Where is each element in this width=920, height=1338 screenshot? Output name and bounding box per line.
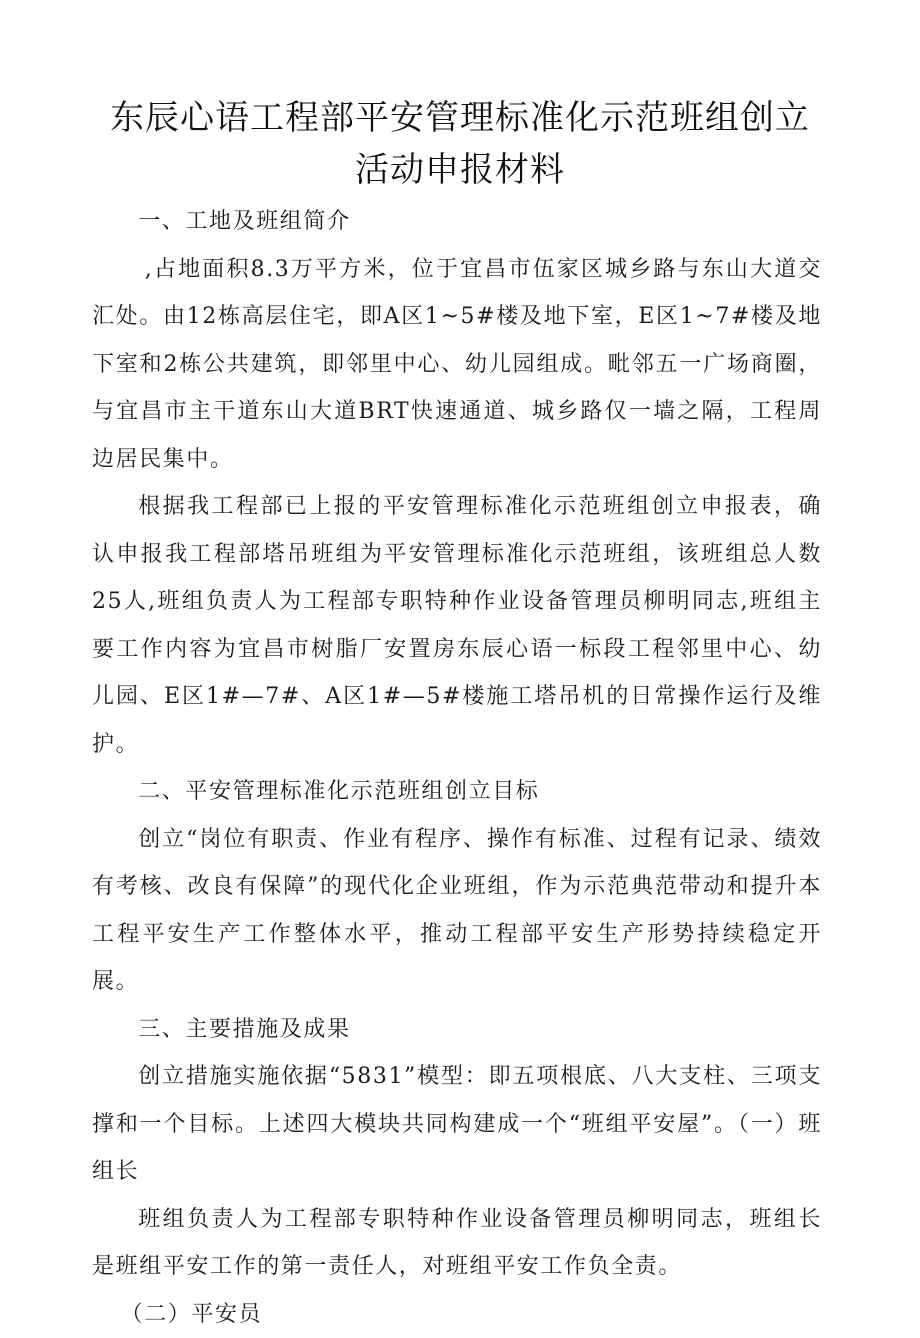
- paragraph-team-description: 根据我工程部已上报的平安管理标准化示范班组创立申报表，确认申报我工程部塔吊班组为平安管理标准化示范班组，该班组总人数25人,班组负责人为工程部专职特种作业设备管理员柳明同志,班组主要工作内容为宜昌市树脂厂安置房东辰心语一标段工程邻里中心、幼儿园、E区1#—7#、A区1#—5#楼施工塔吊机的日常操作运行及维护。: [92, 483, 822, 768]
- paragraph-site-description: ,占地面积8.3万平方米，位于宜昌市伍家区城乡路与东山大道交汇处。由12栋高层住宅，即A区1~5#楼及地下室，E区1~7#楼及地下室和2栋公共建筑，即邻里中心、幼儿园组成。毗邻五一广场商圈，与宜昌市主干道东山大道BRT快速通道、城乡路仅一墙之隔，工程周边居民集中。: [92, 246, 822, 484]
- section-heading-goal: 二、平安管理标准化示范班组创立目标: [92, 768, 822, 816]
- paragraph-goal: 创立“岗位有职责、作业有程序、操作有标准、过程有记录、绩效有考核、改良有保障”的现代化企业班组，作为示范典范带动和提升本工程平安生产工作整体水平，推动工程部平安生产形势持续稳定开展。: [92, 816, 822, 1006]
- subheading-safety-officer: （二）平安员: [92, 1291, 822, 1338]
- section-heading-measures: 三、主要措施及成果: [92, 1006, 822, 1054]
- document-title: 东辰心语工程部平安管理标准化示范班组创立活动申报材料: [95, 92, 825, 196]
- document-body: [92, 198, 822, 1338]
- paragraph-measures: 创立措施实施依据“5831”模型：即五项根底、八大支柱、三项支撑和一个目标。上述四大模块共同构建成一个“班组平安屋”。（一）班组长: [92, 1053, 822, 1196]
- paragraph-team-leader: 班组负责人为工程部专职特种作业设备管理员柳明同志，班组长是班组平安工作的第一责任人，对班组平安工作负全责。: [92, 1196, 822, 1291]
- section-heading-site-intro: 一、工地及班组简介: [92, 198, 822, 246]
